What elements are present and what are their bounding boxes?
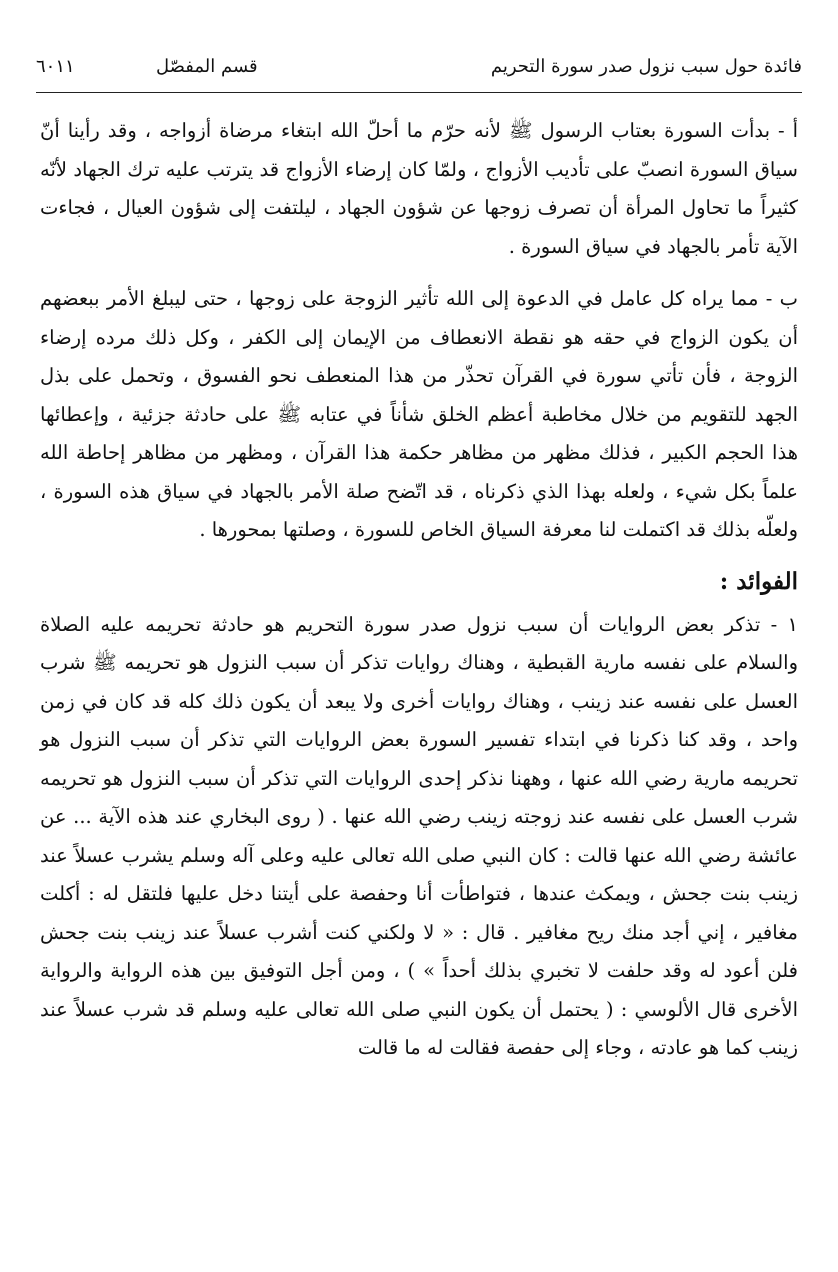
section-heading: الفوائد : xyxy=(719,567,798,595)
page-body xyxy=(40,112,798,1068)
paragraph-1: ١ - تذكر بعض الروايات أن سبب نزول صدر سورة التحريم هو حادثة تحريمه عليه الصلاة والسلام على نفسه مارية القبطية ، وهناك روايات تذكر أن سبب النزول هو تحريمه ﷺ شرب العسل على نفسه عند زينب ، وهناك روايات أخرى ولا يبعد أن يكون ذلك كله قد كان في زمن واحد ، وقد كنا ذكرنا في ابتداء تفسير السورة بعض الروايات التي تذكر أن سبب النزول هو تحريمه مارية رضي الله عنها ، وههنا نذكر إحدى الروايات التي تذكر أن سبب النزول هو تحريمه شرب العسل على نفسه عند زوجته زينب رضي الله عنها . ( روى البخاري عند هذه الآية ... عن عائشة رضي الله عنها قالت : كان النبي صلى الله تعالى عليه وعلى آله وسلم يشرب عسلاً عند زينب بنت جحش ، ويمكث عندها ، فتواطأت أنا وحفصة على أيتنا دخل عليها فلتقل له : أكلت مغافير ، إني أجد منك ريح مغافير . قال : « لا ولكني كنت أشرب عسلاً عند زينب بنت جحش فلن أعود له وقد حلفت لا تخبري بذلك أحداً » ) ، ومن أجل التوفيق بين هذه الرواية والرواية الأخرى قال الألوسي : ( يحتمل أن يكون النبي صلى الله تعالى عليه وسلم قد شرب عسلاً عند زينب كما هو عادته ، وجاء إلى حفصة فقالت له ما قالت xyxy=(40,612,798,1059)
header-rule xyxy=(36,92,802,93)
paragraph-b: ب - مما يراه كل عامل في الدعوة إلى الله تأثير الزوجة على زوجها ، حتى ليبلغ الأمر ببعضهم أن يكون الزواج في حقه هو نقطة الانعطاف من الإيمان إلى الكفر ، وكل ذلك مرده إرضاء الزوجة ، فأن تأتي سورة في القرآن تحذّر من هذا المنعطف نحو الفسوق ، وتحمل على بذل الجهد للتقويم من خلال مخاطبة أعظم الخلق شأناً في عتابه ﷺ على حادثة جزئية ، وإعطائها هذا الحجم الكبير ، فذلك مظهر من مظاهر حكمة هذا القرآن ، ومظهر من مظاهر إحاطة الله علماً بكل شيء ، ولعله بهذا الذي ذكرناه ، قد اتّضح صلة الأمر بالجهاد في سياق هذه السورة ، ولعلّه بذلك قد اكتملت لنا معرفة السياق الخاص للسورة ، وصلتها بمحورها . xyxy=(40,287,798,541)
running-title: فائدة حول سبب نزول صدر سورة التحريم xyxy=(490,56,802,77)
page-header xyxy=(36,52,802,88)
section-label: قسم المفصّل xyxy=(156,56,258,77)
paragraph-a: أ - بدأت السورة بعتاب الرسول ﷺ لأنه حرّم ما أحلّ الله ابتغاء مرضاة أزواجه ، وقد رأينا أنّ سياق السورة انصبّ على تأديب الأزواج ، ولمّا كان إرضاء الأزواج قد يترتب عليه ترك الجهاد لأنّه كثيراً ما تحاول المرأة أن تصرف زوجها عن شؤون الجهاد ، ليلتفت إلى شؤون العيال ، فجاءت الآية تأمر بالجهاد في سياق السورة . xyxy=(40,119,798,258)
page-number: ٦٠١١ xyxy=(36,56,75,77)
